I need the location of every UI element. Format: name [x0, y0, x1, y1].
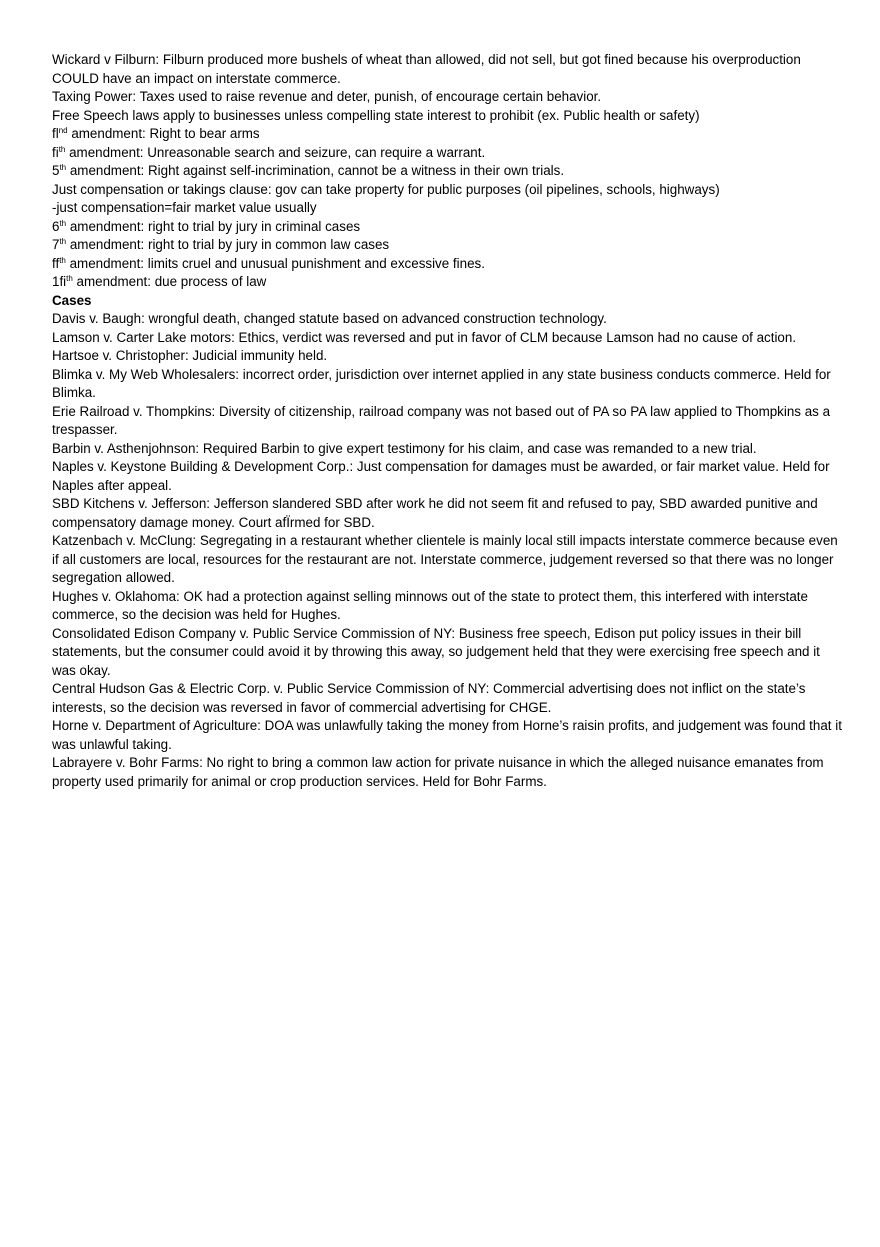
note-6th-amendment: 6th amendment: right to trial by jury in criminal cases — [52, 218, 361, 234]
case-erie-v-thompkins: Erie Railroad v. Thompkins: Diversity of citizenship, railroad company was not based out of PA so PA law applied to Thompkins as a trespasser. — [52, 403, 831, 437]
case-consolidated-edison: Consolidated Edison Company v. Public Service Commission of NY: Business free speech, Edison put policy issues in their bill statements, but the consumer could avoid it by throwing this away, so judgement held that they were exercising free speech and it was okay. — [52, 625, 820, 678]
case-central-hudson: Central Hudson Gas & Electric Corp. v. Public Service Commission of NY: Commercial advertising does not inflict on the state’s interests, so the decision was reversed in favor of commercial advertising for CHGE. — [52, 681, 806, 715]
note-4th-amendment: $fi^{th}$ amendment: Unreasonable search and seizure, can require a warrant. — [52, 144, 486, 160]
note-2nd-amendment: $fl^{nd}$ amendment: Right to bear arms — [52, 126, 260, 141]
case-katzenbach-v-mcclung: Katzenbach v. McClung: Segregating in a restaurant whether clientele is mainly local still impacts interstate commerce because even if all customers are local, resources for the restaurant are not. Interstate commerce, judgement reversed so that there was no longer segregation allowed. — [52, 533, 838, 585]
note-free-speech: Free Speech laws apply to businesses unless compelling state interest to prohibit (ex. Public health or safety) — [52, 107, 700, 123]
note-5th-amendment: 5th amendment: Right against self-incrimination, cannot be a witness in their own trials. — [52, 163, 565, 178]
case-labrayere-v-bohr: Labrayere v. Bohr Farms: No right to bring a common law action for private nuisance in which the alleged nuisance emanates from property used primarily for animal or crop production services. Held for Bohr Farms. — [52, 755, 824, 789]
note-wickard: Wickard v Filburn: Filburn produced more bushels of wheat than allowed, did not sell, but got fined because his overproduction COULD have an impact on interstate commerce. — [52, 52, 801, 86]
case-davis-v-baugh: Davis v. Baugh: wrongful death, changed statute based on advanced construction technology. — [52, 311, 607, 326]
case-naples-v-keystone: Naples v. Keystone Building & Development Corp.: Just compensation for damages must be awarded, or fair market value. Held for Naples after appeal. — [52, 459, 830, 493]
case-horne-v-doa: Horne v. Department of Agriculture: DOA was unlawfully taking the money from Horne’s raisin profits, and judgement was found that it was unlawful taking. — [52, 718, 842, 752]
case-barbin-v-asthenjohnson: Barbin v. Asthenjohnson: Required Barbin to give expert testimony for his claim, and case was remanded to a new trial. — [52, 440, 757, 456]
case-hughes-v-oklahoma: Hughes v. Oklahoma: OK had a protection against selling minnows out of the state to protect them, this interfered with interstate commerce, so the decision was held for Hughes. — [52, 588, 808, 622]
note-just-compensation: -just compensation=fair market value usually — [52, 200, 317, 215]
case-blimka-v-my-web: Blimka v. My Web Wholesalers: incorrect order, jurisdiction over internet applied in any state business conducts commerce. Held for Blimka. — [52, 366, 831, 400]
note-7th-amendment: 7th amendment: right to trial by jury in common law cases — [52, 237, 390, 252]
note-14th-amendment: $1fi^{th}$ amendment: due process of law — [52, 274, 267, 289]
cases-heading: Cases — [52, 292, 92, 308]
case-hartsoe-v-christopher: Hartsoe v. Christopher: Judicial immunity held. — [52, 348, 328, 363]
note-8th-amendment: $ff^{th}$ amendment: limits cruel and unusual punishment and excessive fines. — [52, 255, 485, 271]
case-sbd-v-jefferson: SBD Kitchens v. Jefferson: Jefferson slandered SBD after work he did not seem fit and refused to pay, SBD awarded punitive and compensatory damage money. Court afÏrmed for SBD. — [52, 496, 818, 530]
note-takings-clause: Just compensation or takings clause: gov can take property for public purposes (oil pipelines, schools, highways) — [52, 181, 720, 197]
case-lamson-v-carter-lake: Lamson v. Carter Lake motors: Ethics, verdict was reversed and put in favor of CLM because Lamson had no cause of action. — [52, 329, 797, 345]
note-taxing-power: Taxing Power: Taxes used to raise revenue and deter, punish, of encourage certain behavior. — [52, 89, 602, 104]
